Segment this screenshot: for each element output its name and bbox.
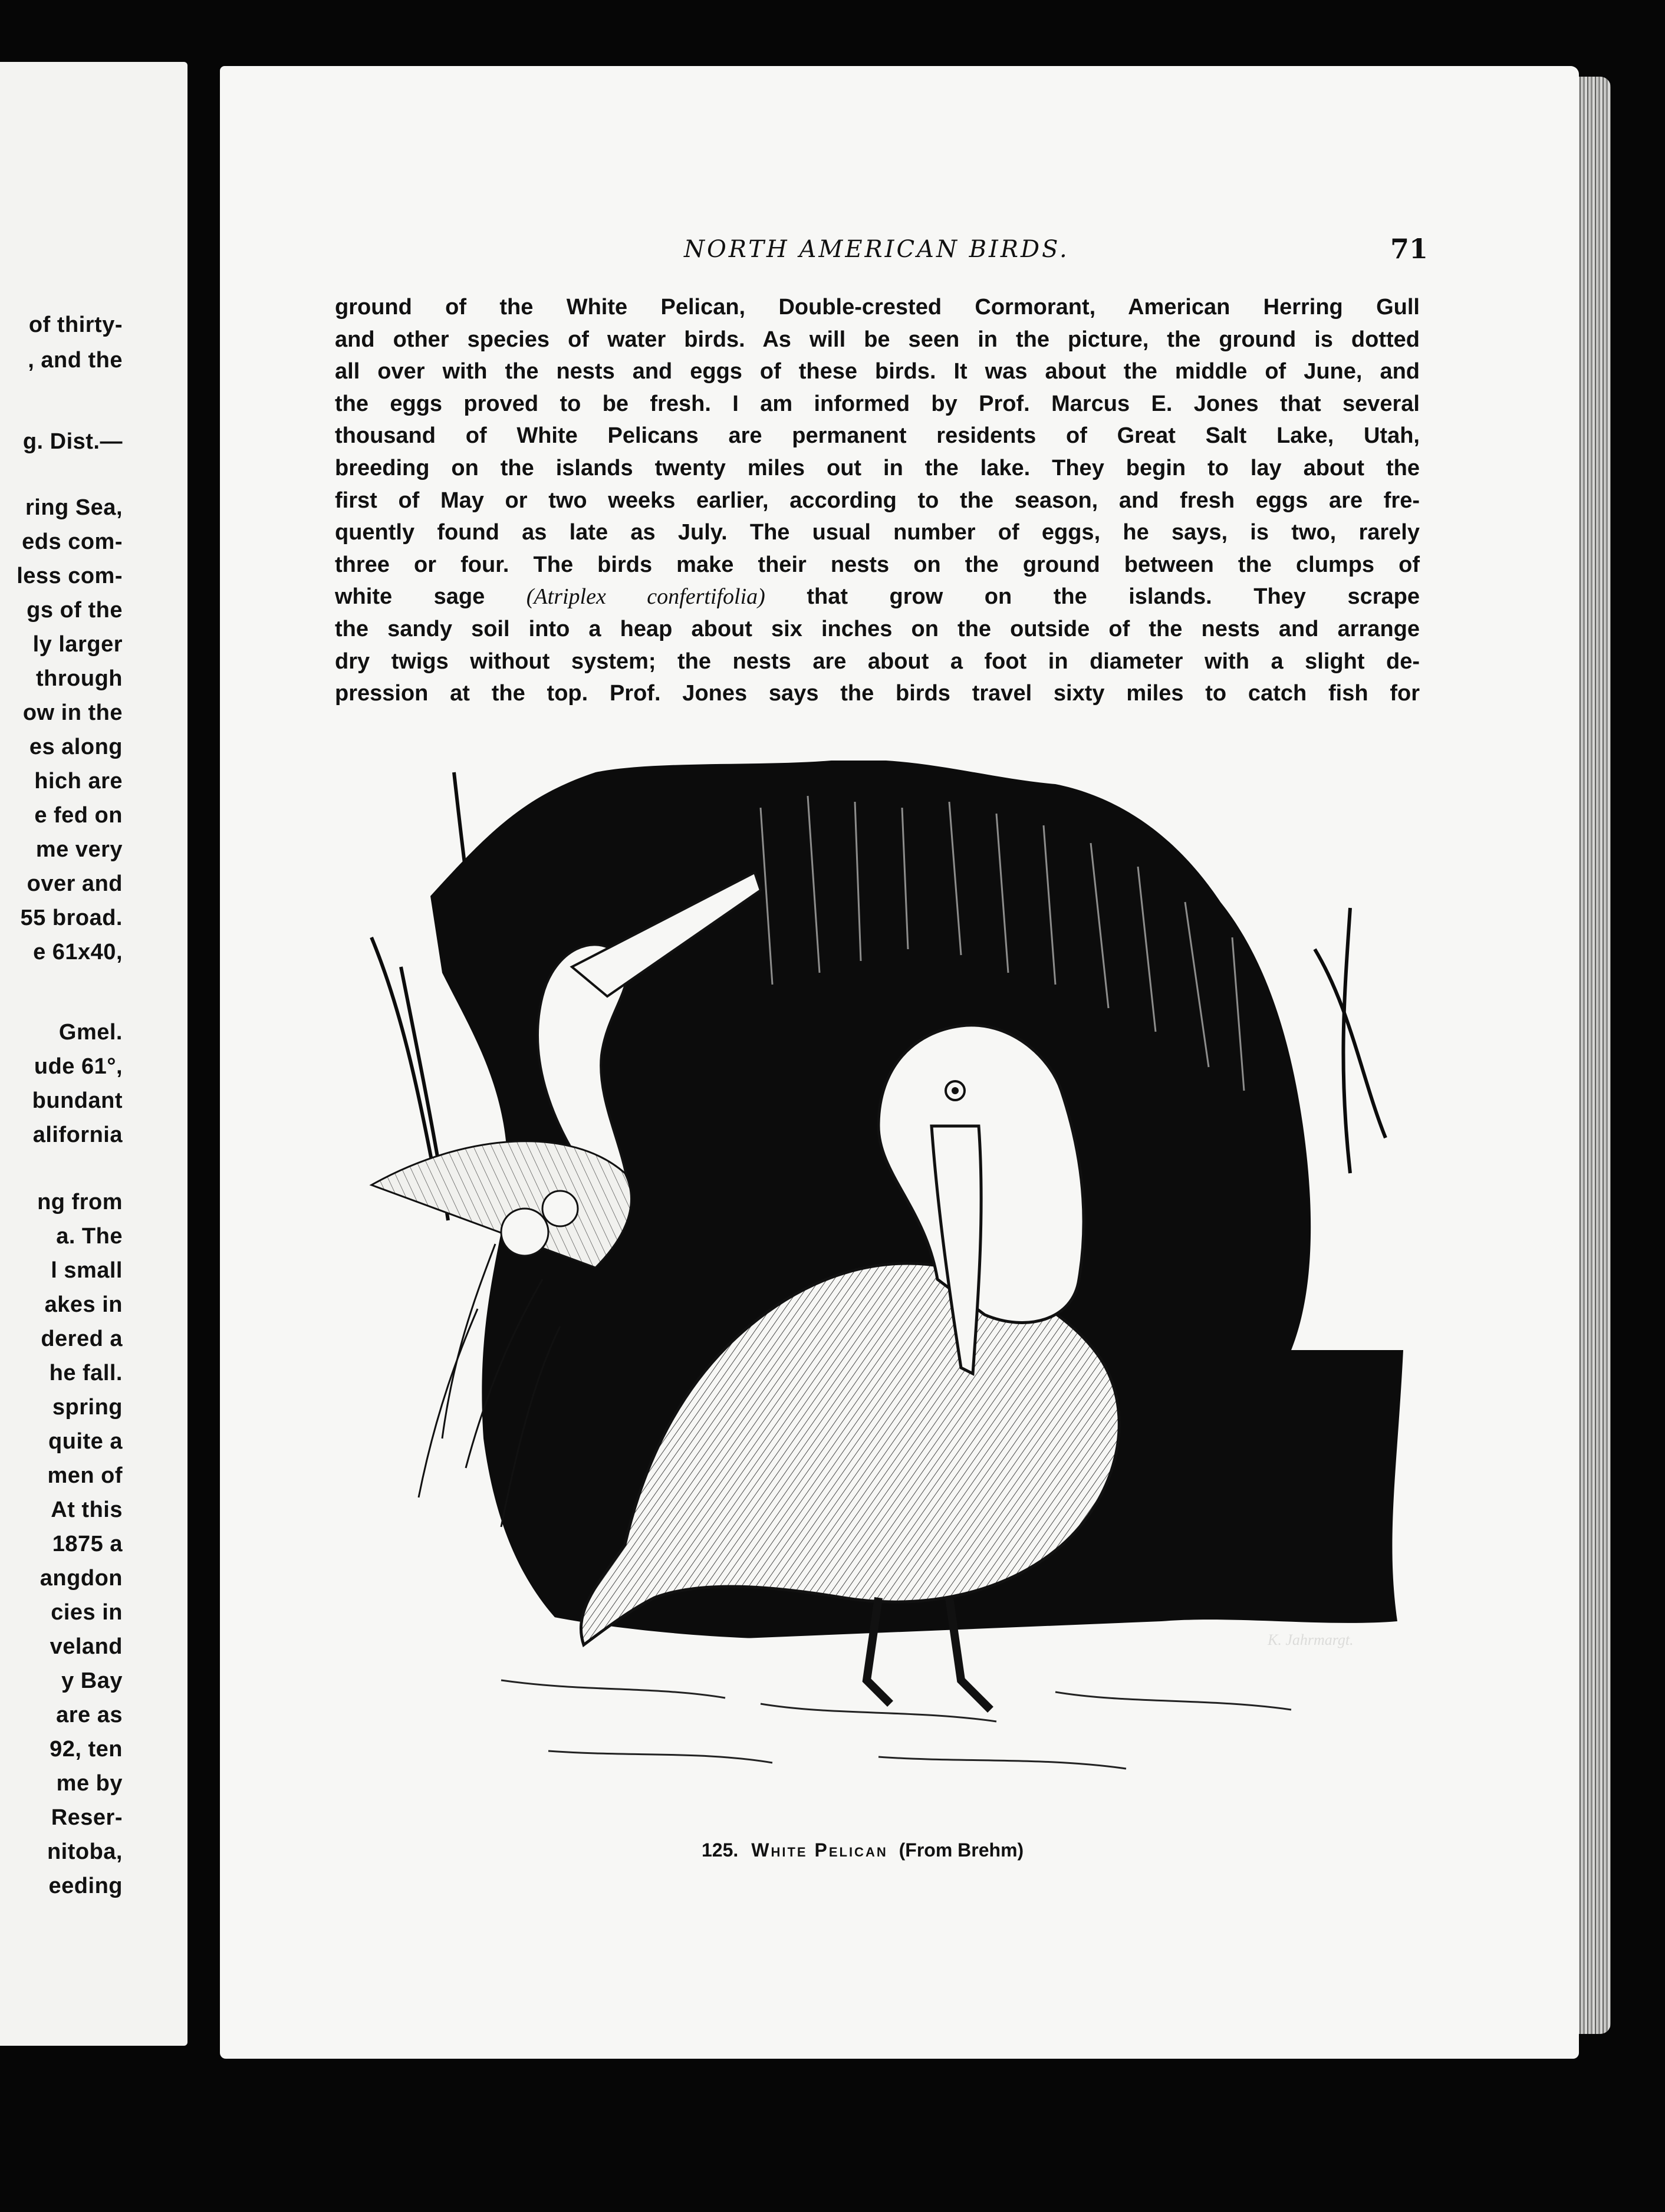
previous-page-line: nitoba, (47, 1839, 123, 1864)
previous-page-line: ng from (37, 1190, 123, 1214)
previous-page-line: Gmel. (58, 1020, 123, 1045)
previous-page-line: e 61x40, (33, 940, 123, 965)
body-line: three or four. The birds make their nests on the ground between the clumps of (335, 552, 1420, 577)
previous-page-line: angdon (40, 1566, 123, 1591)
previous-page-line: ring Sea, (25, 495, 123, 520)
previous-page-line: Reser- (51, 1805, 123, 1830)
figure-number: 125. (702, 1839, 739, 1861)
running-head: NORTH AMERICAN BIRDS. (684, 236, 1070, 263)
previous-page-line: a. The (56, 1224, 123, 1249)
previous-page-line: veland (50, 1634, 123, 1659)
body-line: the sandy soil into a heap about six inches on the outside of the nests and arrange (335, 616, 1420, 641)
previous-page-line: bundant (32, 1088, 123, 1113)
previous-page-line: 55 broad. (20, 906, 123, 930)
previous-page-line: , and the (28, 348, 123, 373)
previous-page-line: y Bay (61, 1668, 123, 1693)
body-line-text: that grow on the islands. They scrape (765, 584, 1420, 610)
body-line (335, 581, 1420, 613)
body-line-text: white sage (335, 584, 527, 610)
body-line: pression at the top. Prof. Jones says the birds travel sixty miles to catch fish for (335, 681, 1420, 706)
previous-page-line: 1875 a (52, 1532, 123, 1556)
figure-title: White Pelican (751, 1839, 888, 1861)
previous-page-line: quite a (48, 1429, 123, 1454)
body-line: first of May or two weeks earlier, according to the season, and fresh eggs are fre- (335, 488, 1420, 513)
figure-caption (702, 1839, 1024, 1861)
page-number: 71 (1390, 233, 1429, 265)
previous-page-line: akes in (44, 1292, 123, 1317)
body-paragraph (335, 291, 1420, 710)
previous-page-line: ow in the (22, 700, 123, 725)
white-pelican-illustration (348, 761, 1409, 1798)
previous-page-line: es along (29, 735, 123, 759)
previous-page-line: are as (56, 1703, 123, 1727)
previous-page-line: me very (35, 837, 123, 862)
previous-page-line: me by (56, 1771, 123, 1796)
body-line: dry twigs without system; the nests are about a foot in diameter with a slight de- (335, 649, 1420, 674)
previous-page-line: g. Dist.— (22, 429, 123, 454)
previous-page-line: hich are (34, 769, 123, 794)
page-edges (1575, 77, 1611, 2034)
previous-page-line: over and (27, 871, 123, 896)
body-line: breeding on the islands twenty miles out in the lake. They begin to lay about the (335, 455, 1420, 480)
scientific-name: (Atriplex confertifolia) (526, 584, 765, 610)
previous-page-line: eds com- (22, 529, 123, 554)
previous-page-line: through (35, 666, 123, 691)
previous-page-line: ude 61°, (34, 1054, 123, 1079)
previous-page-line: of thirty- (28, 312, 123, 337)
previous-page-line: eeding (48, 1874, 123, 1898)
previous-page-line: dered a (41, 1326, 123, 1351)
previous-page-line: l small (51, 1258, 123, 1283)
previous-page-line: ly larger (32, 632, 123, 657)
body-line: quently found as late as July. The usual number of eggs, he says, is two, rarely (335, 520, 1420, 545)
body-line: ground of the White Pelican, Double-crested Cormorant, American Herring Gull (335, 295, 1420, 320)
previous-page-line: At this (51, 1497, 123, 1522)
previous-page (0, 62, 187, 2046)
artist-signature: K. Jahrmargt. (1268, 1631, 1354, 1648)
previous-page-line: e fed on (34, 803, 123, 828)
previous-page-line: gs of the (27, 598, 123, 623)
previous-page-line: 92, ten (50, 1737, 123, 1762)
previous-page-line: less com- (17, 564, 123, 588)
body-line: thousand of White Pelicans are permanent residents of Great Salt Lake, Utah, (335, 423, 1420, 449)
body-line: and other species of water birds. As will be seen in the picture, the ground is dotted (335, 327, 1420, 352)
previous-page-line: spring (52, 1395, 123, 1420)
previous-page-line: alifornia (32, 1123, 123, 1147)
figure-source: (From Brehm) (899, 1839, 1024, 1861)
body-line: the eggs proved to be fresh. I am informed by Prof. Marcus E. Jones that several (335, 391, 1420, 416)
previous-page-line: men of (47, 1463, 123, 1488)
previous-page-line: he fall. (49, 1361, 123, 1385)
body-line: all over with the nests and eggs of these birds. It was about the middle of June, and (335, 359, 1420, 384)
previous-page-line: cies in (51, 1600, 123, 1625)
